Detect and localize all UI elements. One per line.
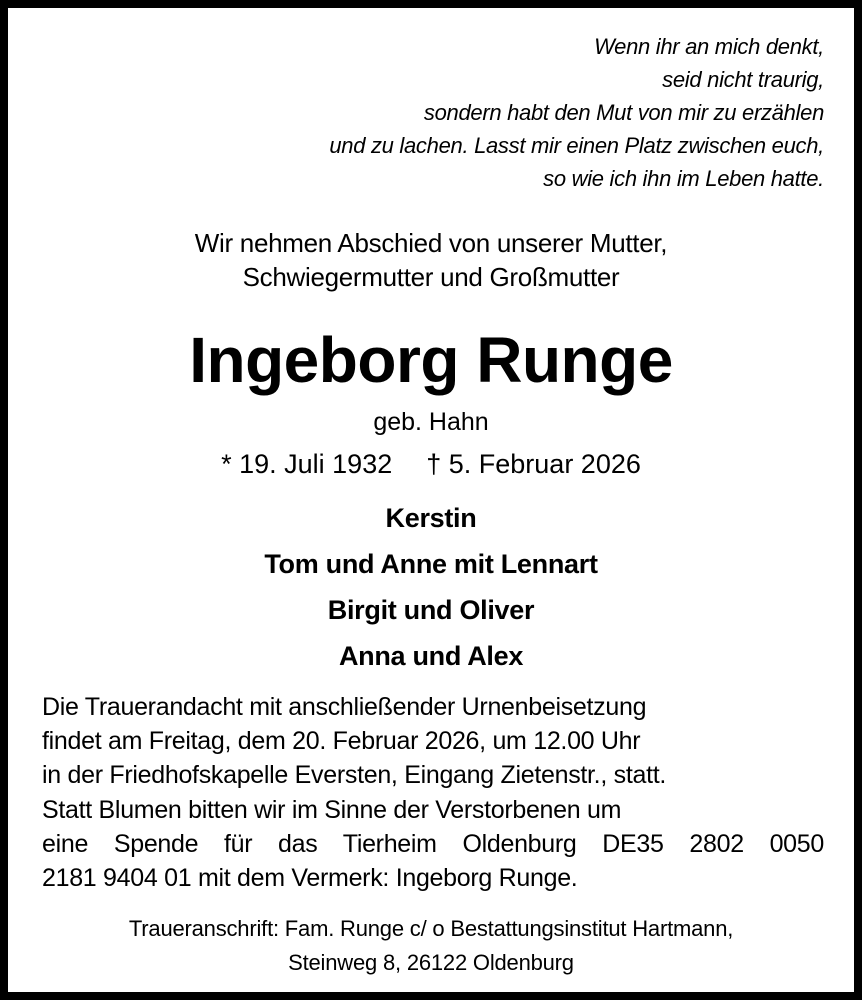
address-line: Traueranschrift: Fam. Runge c/ o Bestattungsinstitut Hartmann, [128,916,734,941]
poem-line: und zu lachen. Lasst mir einen Platz zwischen euch, [329,133,824,158]
family-member: Tom und Anne mit Lennart [264,549,598,579]
family-member: Birgit und Oliver [327,595,535,625]
service-info [42,690,824,792]
life-dates [8,446,854,482]
donation-line: 2181 9404 01 mit dem Vermerk: Ingeborg Runge. [42,864,578,892]
condolence-address [8,912,854,980]
address-line: Steinweg 8, 26122 Oldenburg [288,950,574,975]
intro-line: Schwiegermutter und Großmutter [242,262,620,292]
birth-date: * 19. Juli 1932 [221,449,393,479]
service-line: findet am Freitag, dem 20. Februar 2026, um 12.00 Uhr [42,727,641,755]
service-line: Die Trauerandacht mit anschließender Urnenbeisetzung [42,693,647,721]
farewell-intro [8,226,854,294]
poem-line: Wenn ihr an mich denkt, [594,34,824,59]
service-line: in der Friedhofskapelle Eversten, Eingang Zietenstr., statt. [42,761,667,789]
intro-line: Wir nehmen Abschied von unserer Mutter, [194,228,668,258]
poem-line: seid nicht traurig, [662,67,824,92]
donation-info [42,793,824,895]
family-members [8,495,854,679]
donation-line: eine Spende für das Tierheim Oldenburg DE35 2802 0050 [42,830,824,858]
donation-line: Statt Blumen bitten wir im Sinne der Verstorbenen um [42,796,622,824]
maiden-name: geb. Hahn [373,408,489,436]
family-member: Anna und Alex [338,641,524,671]
poem-line: sondern habt den Mut von mir zu erzählen [423,100,824,125]
deceased-name: Ingeborg Runge [189,324,673,396]
family-member: Kerstin [385,503,477,533]
poem-quote [329,30,824,195]
death-date: † 5. Februar 2026 [426,449,641,479]
poem-line: so wie ich ihn im Leben hatte. [543,166,824,191]
